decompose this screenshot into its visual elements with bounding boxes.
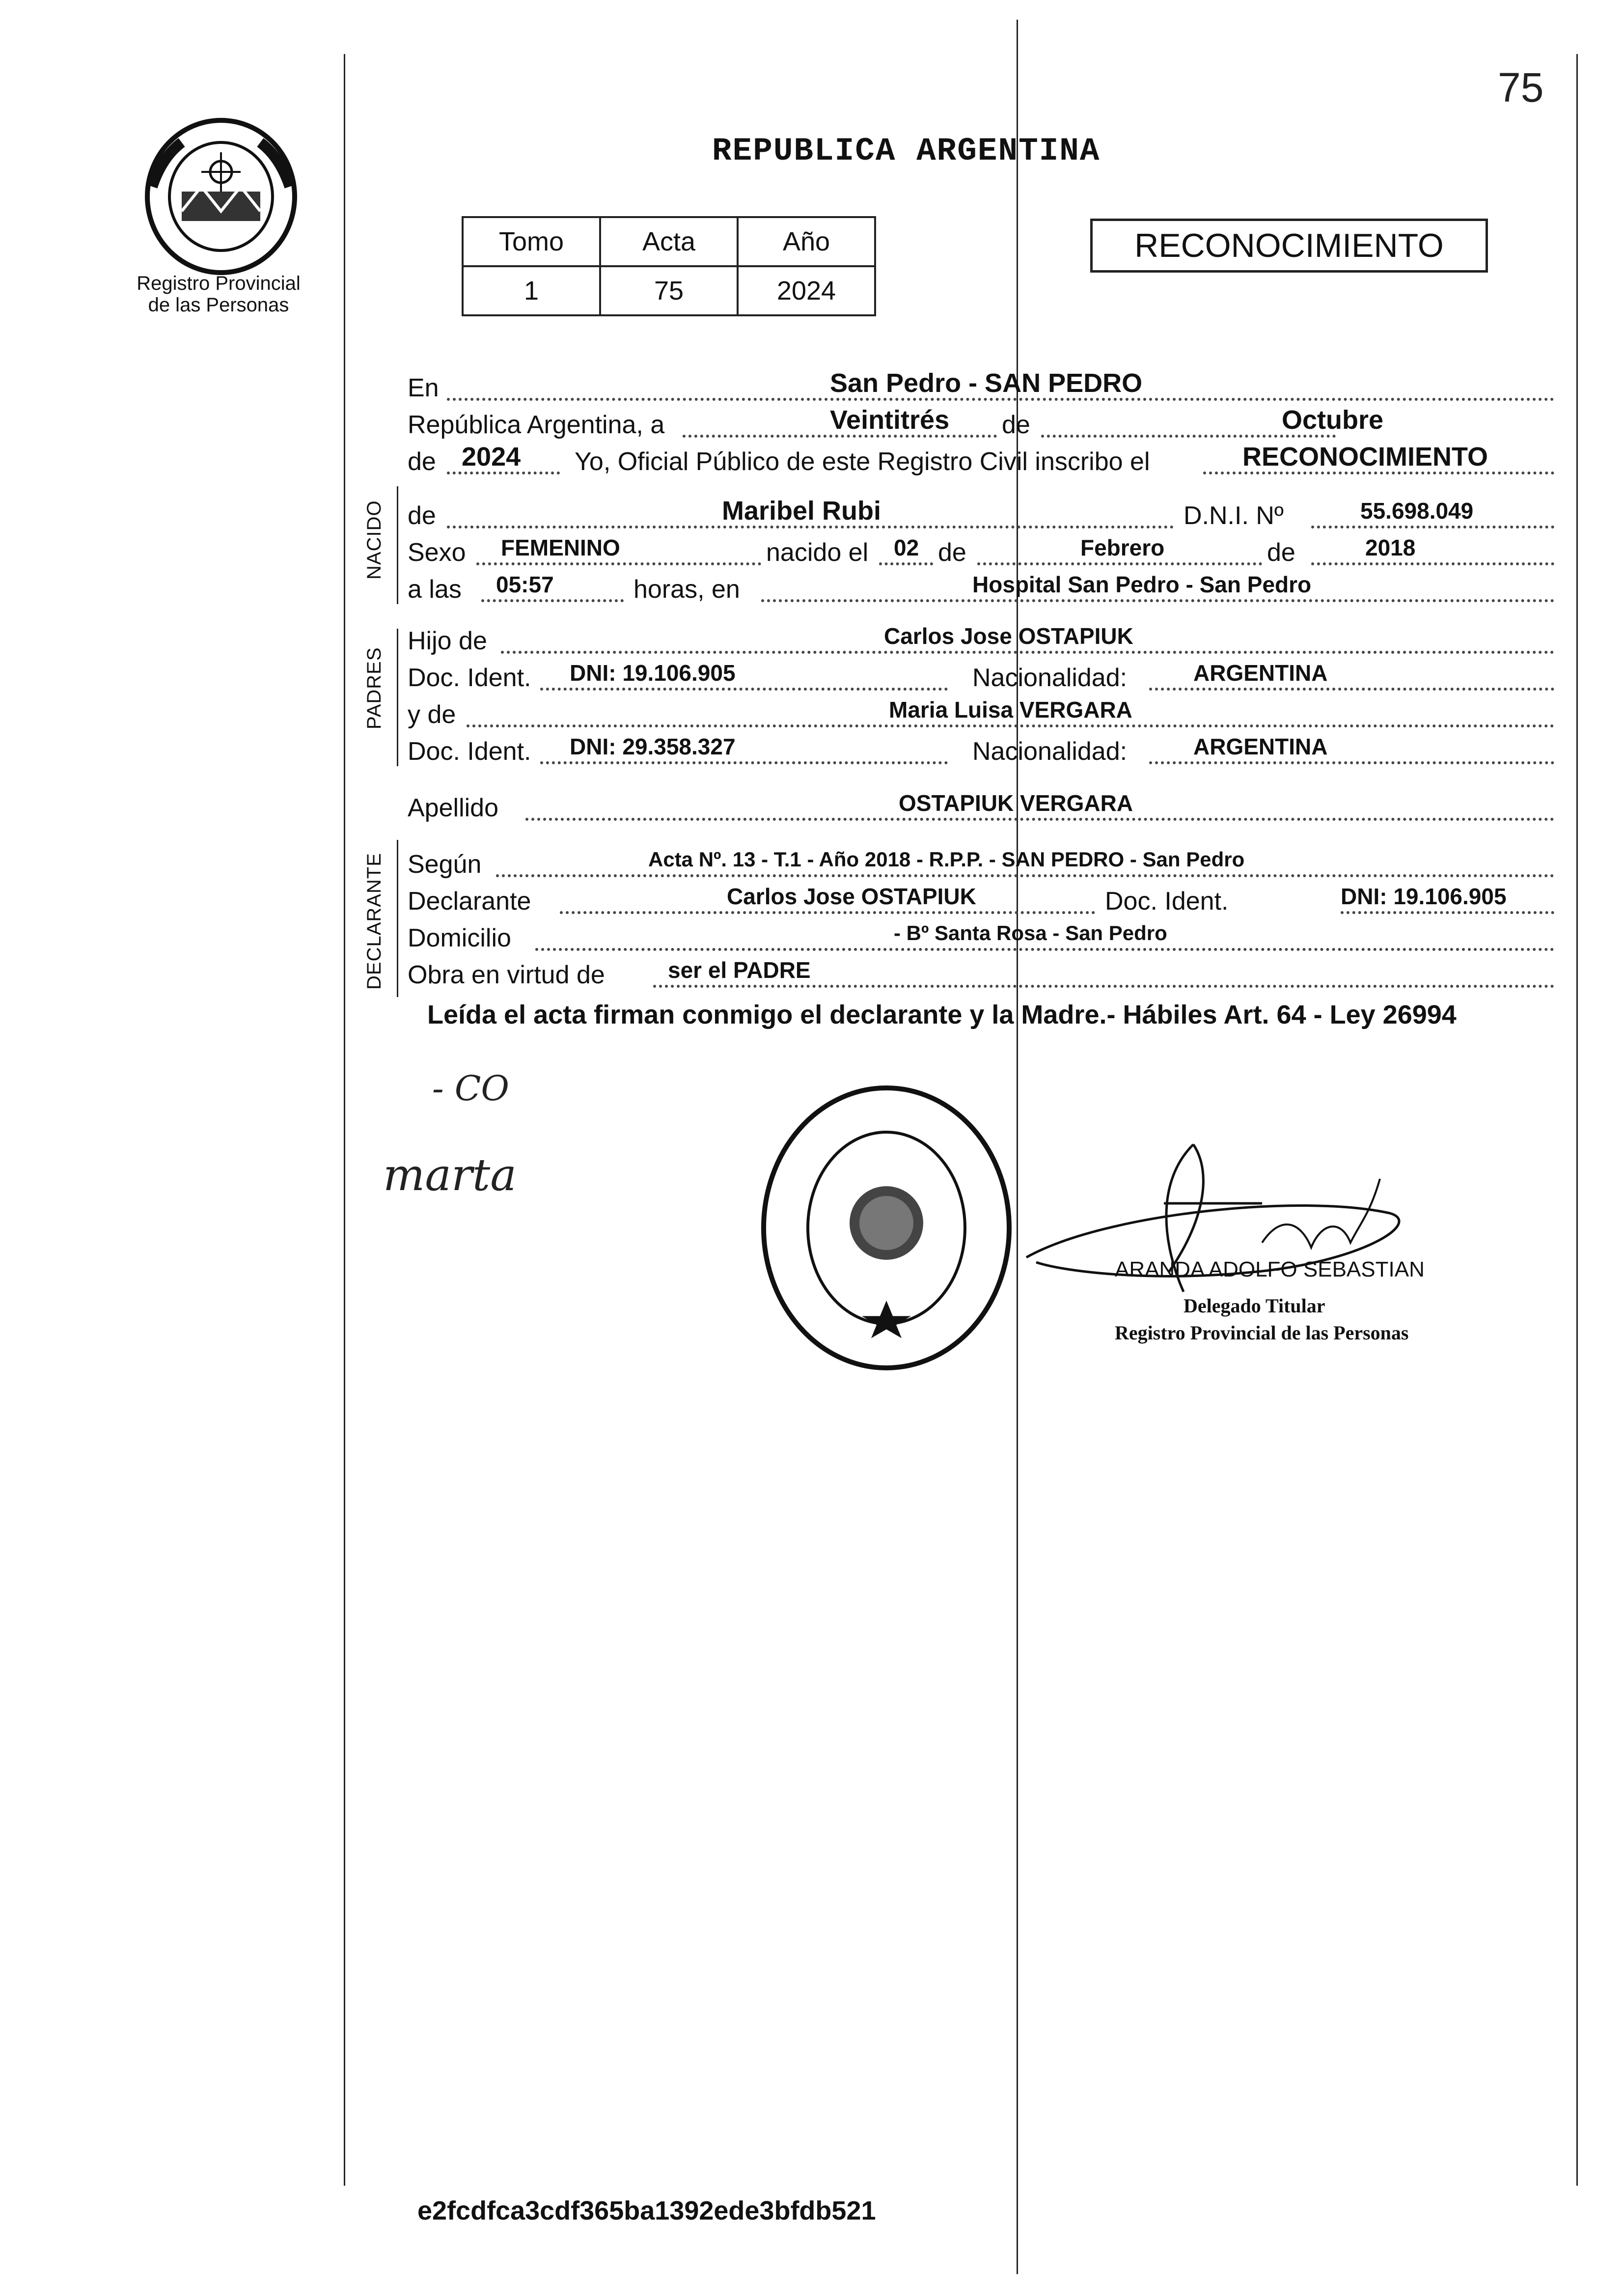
acta-header: Acta	[600, 217, 738, 266]
declarante-side-label: DECLARANTE	[363, 853, 385, 990]
republica-label: República Argentina, a	[408, 411, 665, 439]
row-madre-doc	[408, 732, 1554, 766]
de3-label: de	[408, 501, 436, 530]
logo-caption-line2: de las Personas	[148, 294, 289, 316]
padres-side-label: PADRES	[363, 647, 385, 729]
padres-bracket	[397, 629, 398, 766]
apellido-label: Apellido	[408, 794, 499, 822]
province-seal-logo	[142, 113, 300, 275]
row-hora-lugar	[408, 570, 1554, 604]
page-number: 75	[1498, 64, 1544, 111]
official-name: ARANDA ADOLFO SEBASTIAN	[1115, 1257, 1425, 1281]
dotted-line	[540, 761, 948, 764]
dotted-line	[879, 562, 933, 565]
dotted-line	[653, 985, 1554, 988]
de5-label: de	[1267, 538, 1295, 567]
dotted-line	[447, 472, 560, 474]
hora-value: 05:57	[496, 572, 554, 597]
obra-label: Obra en virtud de	[408, 961, 605, 989]
nacido-label: nacido el	[766, 538, 869, 567]
row-fecha	[408, 405, 1554, 440]
domicilio-value: - Bº Santa Rosa - San Pedro	[894, 921, 1167, 945]
dotted-line	[1311, 562, 1554, 565]
row-declarante	[408, 882, 1554, 916]
de2-label: de	[408, 447, 436, 476]
padre-doc-value: DNI: 19.106.905	[570, 660, 736, 686]
nac-dia-value: 02	[894, 535, 919, 560]
dotted-line	[467, 724, 1554, 727]
obra-value: ser el PADRE	[668, 957, 811, 983]
anio-value: 2024	[738, 266, 875, 315]
declarante-label: Declarante	[408, 887, 531, 916]
dotted-line	[535, 948, 1554, 951]
anio-header: Año	[738, 217, 875, 266]
domicilio-label: Domicilio	[408, 924, 511, 952]
declarante-doc-value: DNI: 19.106.905	[1341, 884, 1507, 909]
dotted-line	[1341, 911, 1554, 914]
document-hash: e2fcdfca3cdf365ba1392ede3bfdb521	[417, 2196, 876, 2225]
dotted-line	[683, 435, 997, 438]
nombre-value: Maribel Rubi	[722, 496, 881, 526]
row-obra	[408, 955, 1554, 990]
dotted-line	[540, 688, 948, 691]
dotted-line	[525, 818, 1554, 821]
anio-value: 2024	[462, 442, 521, 472]
record-type-box: RECONOCIMIENTO	[1090, 219, 1488, 273]
dotted-line	[501, 651, 1554, 654]
row-segun	[408, 845, 1554, 879]
row-sexo	[408, 533, 1554, 567]
madre-value: Maria Luisa VERGARA	[889, 697, 1132, 723]
document-title: REPUBLICA ARGENTINA	[712, 133, 1101, 169]
logo-caption	[118, 273, 319, 316]
segun-value: Acta Nº. 13 - T.1 - Año 2018 - R.P.P. - SAN PEDRO - San Pedro	[648, 848, 1245, 871]
dotted-line	[977, 562, 1262, 565]
dni-value: 55.698.049	[1360, 498, 1474, 524]
left-margin-line	[344, 54, 345, 2186]
handwritten-signature-marta: marta	[383, 1149, 517, 1201]
dotted-line	[1149, 761, 1554, 764]
docid3-label: Doc. Ident.	[1105, 887, 1229, 916]
sexo-label: Sexo	[408, 538, 466, 567]
dia-value: Veintitrés	[830, 405, 950, 435]
en-value: San Pedro - SAN PEDRO	[830, 368, 1143, 398]
tomo-header: Tomo	[463, 217, 600, 266]
dotted-line	[447, 398, 1554, 401]
row-inscribo	[408, 442, 1554, 476]
nacido-bracket	[397, 486, 398, 604]
de-label: de	[1002, 411, 1030, 439]
right-margin-line	[1576, 54, 1578, 2186]
inscribo-label: Yo, Oficial Público de este Registro Civil inscribo el	[575, 447, 1150, 476]
reference-table	[462, 216, 876, 316]
dotted-line	[476, 562, 761, 565]
mes-value: Octubre	[1282, 405, 1384, 435]
en-label: En	[408, 374, 439, 402]
row-padre-doc	[408, 658, 1554, 693]
row-apellido	[408, 788, 1554, 823]
nacido-side-label: NACIDO	[363, 500, 385, 580]
row-nombre	[408, 496, 1554, 530]
official-title: Delegado Titular	[1184, 1295, 1325, 1317]
dotted-line	[1041, 435, 1336, 438]
inscribo-value: RECONOCIMIENTO	[1242, 442, 1488, 472]
nacionalidad2-label: Nacionalidad:	[972, 737, 1128, 766]
dotted-line	[481, 599, 624, 602]
apellido-value: OSTAPIUK VERGARA	[899, 790, 1133, 816]
nacionalidad-label: Nacionalidad:	[972, 664, 1128, 692]
official-stamp	[756, 1081, 1017, 1378]
closing-statement: Leída el acta firman conmigo el declarante y la Madre.- Hábiles Art. 64 - Ley 26994	[427, 1000, 1457, 1029]
sexo-value: FEMENINO	[501, 535, 620, 560]
acta-value: 75	[600, 266, 738, 315]
dotted-line	[1203, 472, 1554, 474]
hijo-label: Hijo de	[408, 627, 487, 655]
dotted-line	[447, 526, 1174, 528]
dotted-line	[1149, 688, 1554, 691]
segun-label: Según	[408, 850, 482, 879]
padre-value: Carlos Jose OSTAPIUK	[884, 623, 1133, 649]
dotted-line	[1311, 526, 1554, 528]
dotted-line	[496, 874, 1554, 877]
official-organization: Registro Provincial de las Personas	[1115, 1322, 1409, 1344]
tomo-value: 1	[463, 266, 600, 315]
row-domicilio	[408, 918, 1554, 953]
nac-anio-value: 2018	[1365, 535, 1416, 560]
dni-label: D.N.I. Nº	[1184, 501, 1284, 530]
declarante-value: Carlos Jose OSTAPIUK	[727, 884, 976, 909]
horas-label: horas, en	[633, 575, 740, 604]
row-padre	[408, 621, 1554, 656]
row-madre	[408, 695, 1554, 729]
madre-nac-value: ARGENTINA	[1193, 734, 1328, 759]
lugar-value: Hospital San Pedro - San Pedro	[972, 572, 1312, 597]
madre-doc-value: DNI: 29.358.327	[570, 734, 736, 759]
dotted-line	[560, 911, 1095, 914]
dotted-line	[761, 599, 1554, 602]
docid2-label: Doc. Ident.	[408, 737, 531, 766]
alas-label: a las	[408, 575, 462, 604]
row-en	[408, 368, 1554, 403]
de4-label: de	[938, 538, 966, 567]
docid-label: Doc. Ident.	[408, 664, 531, 692]
handwritten-initials: - CO	[432, 1068, 509, 1109]
declarante-bracket	[397, 840, 398, 997]
padre-nac-value: ARGENTINA	[1193, 660, 1328, 686]
yde-label: y de	[408, 700, 456, 729]
nac-mes-value: Febrero	[1080, 535, 1165, 560]
logo-caption-line1: Registro Provincial	[137, 273, 301, 294]
